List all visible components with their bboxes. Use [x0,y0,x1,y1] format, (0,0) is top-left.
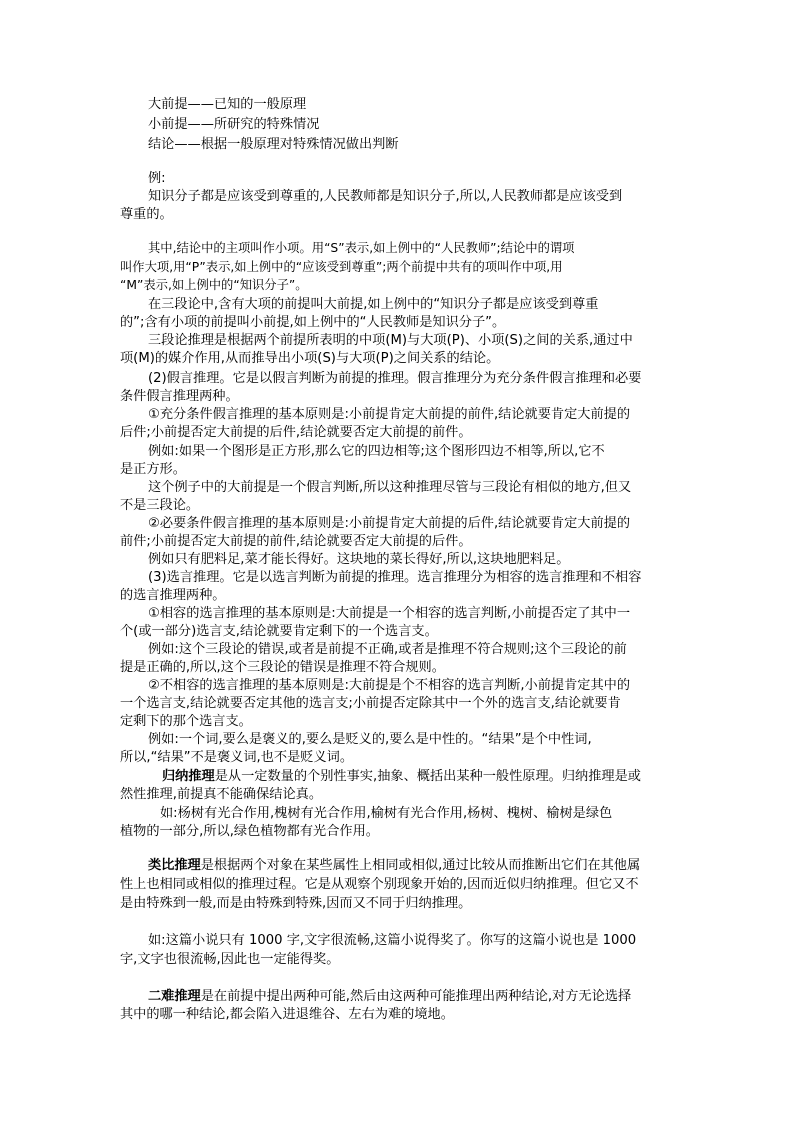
paragraph-line: “M”表示,如上例中的“知识分子”。 [120,278,308,292]
paragraph-line: 性上也相同或相似的推理过程。它是从观察个别现象开始的,因而近似归纳推理。但它又不 [120,877,639,892]
paragraph-line: 如:这篇小说只有 1000 字,文字很流畅,这篇小说得奖了。你写的这篇小说也是 1000 [148,933,637,948]
paragraph-line: ①充分条件假言推理的基本原则是:小前提肯定大前提的前件,结论就要肯定大前提的 [148,407,631,422]
paragraph-line: ②必要条件假言推理的基本原则是:小前提肯定大前提的后件,结论就要肯定大前提的 [148,516,631,531]
paragraph-line: 如:杨树有光合作用,槐树有光合作用,榆树有光合作用,杨树、槐树、榆树是绿色 [160,806,613,821]
example-label: 例: [148,171,166,186]
paragraph-line: 尊重的。 [120,207,173,222]
paragraph-line: 其中,结论中的主项叫作小项。用“S”表示,如上例中的“人民教师”;结论中的谓项 [148,241,575,255]
paragraph-line: 叫作大项,用“P”表示,如上例中的“应该受到尊重”;两个前提中共有的项叫作中项,用 [120,260,563,274]
paragraph-line: ②不相容的选言推理的基本原则是:大前提是个不相容的选言判断,小前提肯定其中的 [148,678,631,693]
minor-premise-definition: 小前提——所研究的特殊情况 [148,117,320,132]
paragraph-line [148,857,708,874]
paragraph-line: 在三段论中,含有大项的前提叫大前提,如上例中的“知识分子都是应该受到尊重 [148,297,599,312]
paragraph-line: 所以,“结果”不是褒义词,也不是贬义词。 [120,750,354,765]
term-dilemma: 二难推理 [148,989,201,1004]
term-definition: 是根据两个对象在某些属性上相同或相似,通过比较从而推断出它们在其他属 [200,858,641,873]
paragraph-line: 是由特殊到一般,而是由特殊到特殊,因而又不同于归纳推理。 [120,896,472,911]
term-analogy: 类比推理 [148,858,201,873]
paragraph-line: 例如:如果一个图形是正方形,那么它的四边相等;这个图形四边不相等,所以,它不 [148,444,605,459]
paragraph-line: 个(或一部分)选言支,结论就要肯定剩下的一个选言支。 [120,624,438,639]
paragraph-line: 一个选言支,结论就要否定其他的选言支;小前提否定除其中一个外的选言支,结论就要肯 [120,696,621,711]
paragraph-line: 三段论推理是根据两个前提所表明的中项(M)与大项(P)、小项(S)之间的关系,通过中 [148,333,633,348]
paragraph-line: 是正方形。 [120,462,186,477]
paragraph-line: 植物的一部分,所以,绿色植物都有光合作用。 [120,824,379,839]
paragraph-line: 例如:一个词,要么是褒义的,要么是贬义的,要么是中性的。“结果”是个中性词, [148,732,592,747]
paragraph-line: 项(M)的媒介作用,从而推导出小项(S)与大项(P)之间关系的结论。 [120,351,500,366]
paragraph-line: 提是正确的,所以,这个三段论的错误是推理不符合规则。 [120,660,445,675]
conclusion-definition: 结论——根据一般原理对特殊情况做出判断 [148,137,399,152]
paragraph-line: 这个例子中的大前提是一个假言判断,所以这种推理尽管与三段论有相似的地方,但又 [148,480,632,495]
paragraph-line: 字,文字也很流畅,因此也一定能得奖。 [120,952,340,967]
paragraph-line: 例如:这个三段论的错误,或者是前提不正确,或者是推理不符合规则;这个三段论的前 [148,642,627,657]
paragraph-line: 不是三段论。 [120,498,200,513]
paragraph-line: 例如只有肥料足,菜才能长得好。这块地的菜长得好,所以,这块地肥料足。 [148,552,570,567]
term-induction: 归纳推理 [162,769,215,784]
paragraph-line: ①相容的选言推理的基本原则是:大前提是一个相容的选言判断,小前提否定了其中一 [148,606,631,621]
major-premise-definition: 大前提——已知的一般原理 [148,97,307,112]
paragraph-line: 的”;含有小项的前提叫小前提,如上例中的“人民教师是知识分子”。 [120,315,506,330]
paragraph-line: 后件;小前提否定大前提的后件,结论就要否定大前提的前件。 [120,425,472,440]
paragraph-line [148,988,708,1005]
paragraph-line [162,768,722,785]
term-definition: 是在前提中提出两种可能,然后由这两种可能推理出两种结论,对方无论选择 [200,989,632,1004]
paragraph-line: 然性推理,前提真不能确保结论真。 [120,787,323,802]
paragraph-line: 其中的哪一种结论,都会陷入进退维谷、左右为难的境地。 [120,1007,454,1022]
paragraph-line: 前件;小前提否定大前提的前件,结论就要否定大前提的后件。 [120,534,472,549]
paragraph-line: 的选言推理两种。 [120,588,226,603]
paragraph-line: (2)假言推理。它是以假言判断为前提的推理。假言推理分为充分条件假言推理和必要 [148,371,642,386]
term-definition: 是从一定数量的个别性事实,抽象、概括出某种一般性原理。归纳推理是或 [214,769,641,784]
paragraph-line: (3)选言推理。它是以选言判断为前提的推理。选言推理分为相容的选言推理和不相容 [148,570,642,585]
paragraph-line: 知识分子都是应该受到尊重的,人民教师都是知识分子,所以,人民教师都是应该受到 [148,189,623,204]
paragraph-line: 条件假言推理两种。 [120,389,239,404]
paragraph-line: 定剩下的那个选言支。 [120,714,252,729]
